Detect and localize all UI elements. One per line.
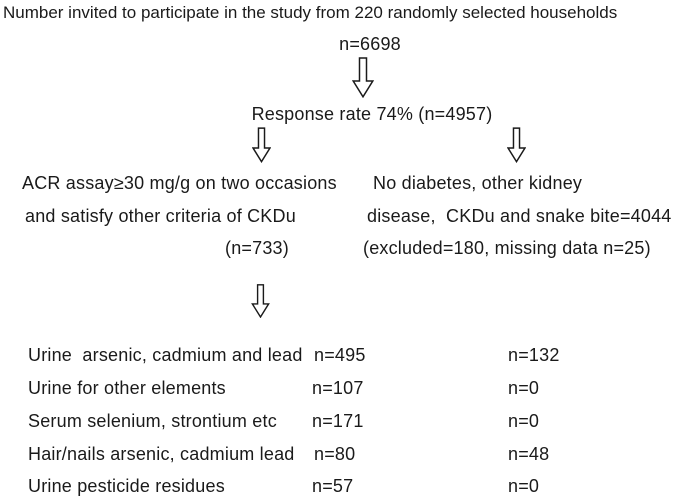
response-rate: Response rate 74% (n=4957) [251,104,493,124]
row-label: Urine for other elements [28,378,226,398]
invited-count: n=6698 [339,34,401,54]
row-case-count: n=171 [312,411,364,431]
right-branch-line2: disease, CKDu and snake bite=4044 [367,206,672,226]
row-case-count: n=57 [312,476,354,496]
row-label: Hair/nails arsenic, cadmium lead [28,444,295,464]
left-branch-line2: and satisfy other criteria of CKDu [25,206,296,226]
row-case-count: n=107 [312,378,364,398]
row-control-count: n=0 [508,476,540,496]
row-control-count: n=48 [508,444,550,464]
row-label: Urine arsenic, cadmium and lead [28,345,303,365]
left-branch-count: (n=733) [225,238,289,258]
row-label: Urine pesticide residues [28,476,225,496]
row-case-count: n=80 [314,444,356,464]
down-arrow-icon [251,284,270,318]
right-branch-line1: No diabetes, other kidney [373,173,583,193]
down-arrow-icon [507,127,526,163]
down-arrow-icon [352,57,374,98]
row-label: Serum selenium, strontium etc [28,411,277,431]
row-control-count: n=0 [508,411,540,431]
down-arrow-icon [252,127,271,163]
left-branch-line1: ACR assay≥30 mg/g on two occasions [22,173,337,193]
figure-title: Number invited to participate in the study from 220 randomly selected households [3,3,618,22]
right-branch-count: (excluded=180, missing data n=25) [363,238,651,258]
row-control-count: n=132 [508,345,560,365]
row-control-count: n=0 [508,378,540,398]
row-case-count: n=495 [314,345,366,365]
